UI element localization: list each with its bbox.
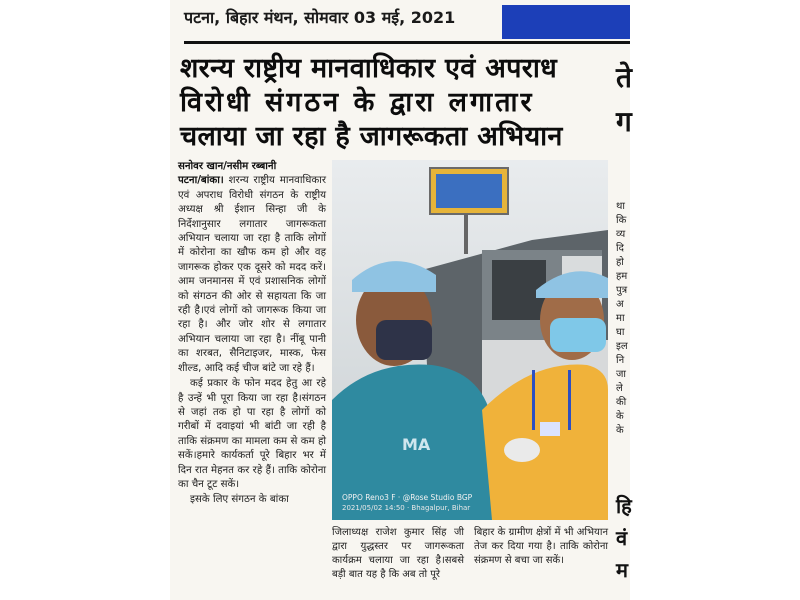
edge-fragment: कि xyxy=(616,215,627,226)
edge-fragment: के xyxy=(616,411,624,422)
adjacent-headline-bottom: ग xyxy=(616,105,632,138)
edge-fragment: जा xyxy=(616,369,627,380)
article-photo xyxy=(332,160,608,520)
edge-fragment: नि xyxy=(616,355,625,366)
edge-bottom-fragment: हि xyxy=(616,494,632,518)
article-byline-authors: सनोवर खान/नसीम रब्बानी xyxy=(178,161,277,172)
edge-bottom-fragment: म xyxy=(616,558,628,582)
edge-fragment: इल xyxy=(616,341,628,352)
edge-fragment: घा xyxy=(616,327,625,338)
article-byline-location: पटना/बांका। xyxy=(178,175,224,187)
headline-line-3: चलाया जा रहा है जागरूकता अभियान xyxy=(180,121,563,152)
article-paragraph-3: इसके लिए संगठन के बांका xyxy=(190,494,289,506)
edge-fragment: की xyxy=(616,397,627,408)
article-column-middle: जिलाध्यक्ष राजेश कुमार सिंह जी द्वारा युद्धस्तर पर जागरूकता कार्यक्रम चलाया जा रहा है।सबसे बड़ी बात यह है कि अब तो पूरे xyxy=(332,527,464,580)
headline-line-2: विरोधी संगठन के द्वारा लगातार xyxy=(180,87,535,118)
dateline: पटना, बिहार मंथन, सोमवार 03 मई, 2021 xyxy=(184,8,456,27)
edge-fragment: अ xyxy=(616,299,624,310)
edge-fragment: व्य xyxy=(616,229,626,240)
edge-fragment: ले xyxy=(616,383,623,394)
svg-text:MA: MA xyxy=(402,435,431,454)
edge-bottom-fragment: वं xyxy=(616,526,628,550)
adjacent-headline-fragment-bottom xyxy=(616,490,632,586)
photo-illustration xyxy=(332,160,608,520)
article-paragraph-1: शरन्य राष्ट्रीय मानवाधिकार एवं अपराध विरोधी संगठन के राष्ट्रीय अध्यक्ष श्री ईशान सिन्हा जी के निर्देशानुसार लगातार जागरूकता अभियान चलाया जा रहा है ताकि लोगों में कोरोना का खौफ कम हो और वह जागरूक होकर एक दूसरे को मदद करें।आम जनमानस में एवं प्रशासनिक लोगों को संगठन की ओर से सहायता कि जा रही है।एवं लोगों को जागरूक किया जा रहा है। और जोर शोर से लगातार अभियान चलाया जा रहा है। नींबू पानी का शरबत, सैनिटाइजर, मास्क, फेस शील्ड, आदि कई चीज बांटे जा रहे हैं। xyxy=(178,175,326,374)
masthead-color-block xyxy=(502,5,630,39)
edge-fragment: हम xyxy=(616,271,628,282)
header-rule xyxy=(184,41,630,44)
newspaper-page xyxy=(170,0,630,600)
photo-watermark-timestamp: 2021/05/02 14:50 · Bhagalpur, Bihar xyxy=(342,504,471,512)
edge-fragment: था xyxy=(616,201,625,212)
adjacent-headline-fragment xyxy=(616,58,632,140)
article-column-left xyxy=(178,160,326,509)
edge-fragment: दि xyxy=(616,243,624,254)
article-paragraph-2: कई प्रकार के फोन मदद हेतु आ रहे है उन्हें भी पूरा किया जा रहा है।संगठन से जहां तक हो पा रहा है लोगों को गरीबों में दवाइयां भी बांटी जा रही है ताकि संक्रमण का मामला कम से कम हो सकें।हमारे कार्यकर्ता पूरे बिहार भर में दिन रात मेहनत कर रहे हैं। ताकि कोरोना का चैन टूट सकें। xyxy=(178,378,326,490)
article-headline xyxy=(180,52,610,154)
headline-line-1: शरन्य राष्ट्रीय मानवाधिकार एवं अपराध xyxy=(180,53,558,84)
photo-watermark-device: OPPO Reno3 F · @Rose Studio BGP xyxy=(342,493,473,502)
adjacent-headline-top: ते xyxy=(616,61,632,94)
edge-fragment: हो xyxy=(616,257,624,268)
adjacent-article-fragment xyxy=(616,200,636,438)
article-column-right: बिहार के ग्रामीण क्षेत्रों में भी अभियान तेज कर दिया गया है। ताकि कोरोना संक्रमण से बचा जा सकें। xyxy=(474,527,608,566)
edge-fragment: मा xyxy=(616,313,625,324)
edge-fragment: पुत्र xyxy=(616,285,628,296)
edge-fragment: के xyxy=(616,425,624,436)
